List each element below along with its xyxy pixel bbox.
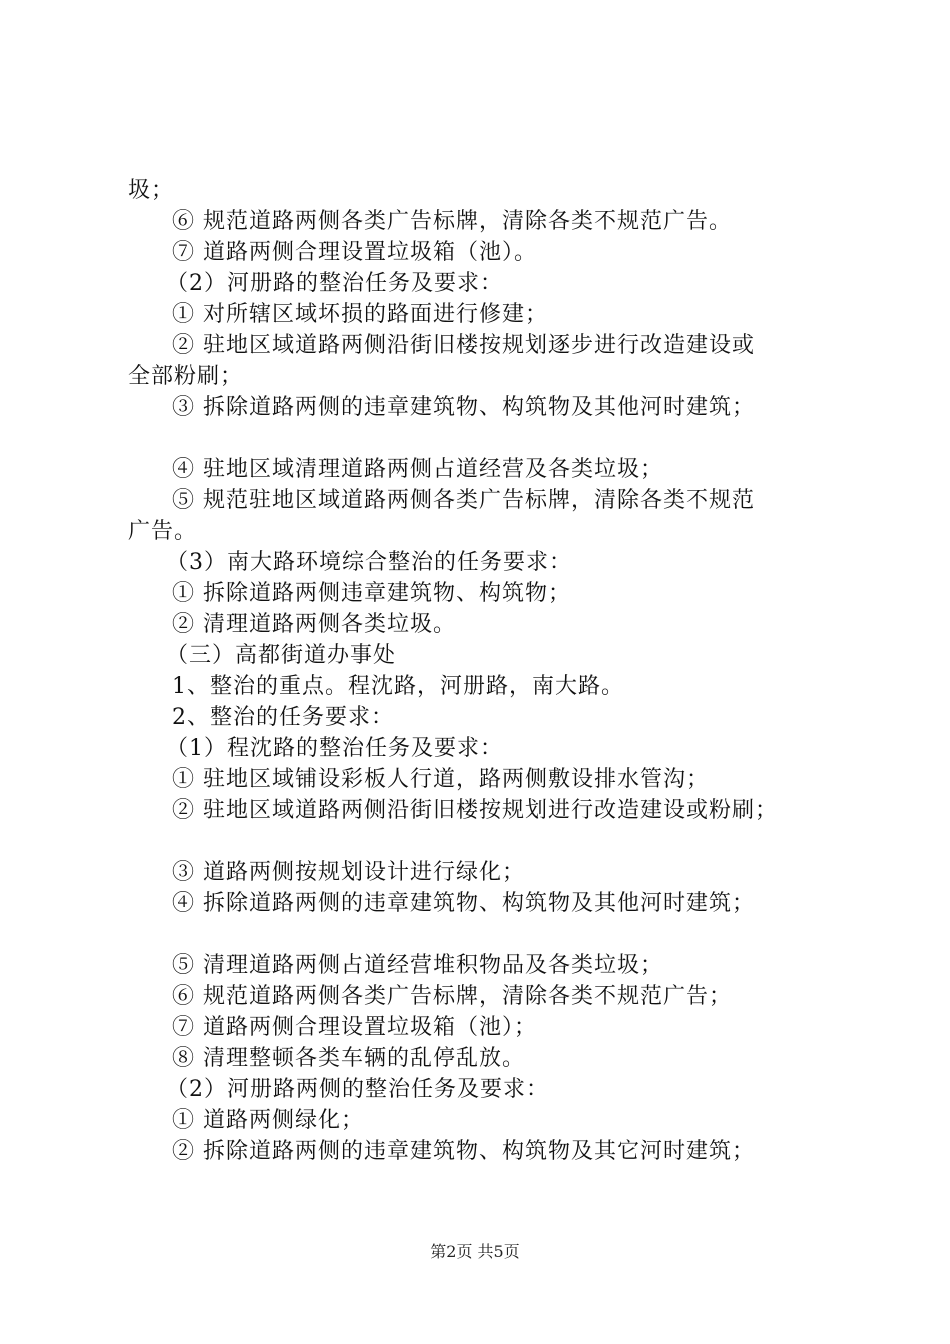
- document-body: [128, 175, 848, 1167]
- text-line: （2）河册路的整治任务及要求：: [166, 271, 503, 296]
- text-line: ① 道路两侧绿化；: [172, 1108, 364, 1133]
- text-line: ⑦ 道路两侧合理设置垃圾箱（池）。: [172, 240, 537, 265]
- text-line: ⑤ 清理道路两侧占道经营堆积物品及各类垃圾；: [172, 953, 663, 978]
- text-line: ② 驻地区域道路两侧沿街旧楼按规划进行改造建设或粉刷；: [172, 798, 778, 823]
- text-line: ① 驻地区域铺设彩板人行道，路两侧敷设排水管沟；: [172, 767, 709, 792]
- text-line: 1、整治的重点。程沈路，河册路，南大路。: [172, 674, 624, 699]
- text-line: ① 拆除道路两侧违章建筑物、构筑物；: [172, 581, 571, 606]
- text-line: ⑥ 规范道路两侧各类广告标牌，清除各类不规范广告；: [172, 984, 732, 1009]
- text-line: （2）河册路两侧的整治任务及要求：: [166, 1077, 549, 1102]
- paragraph-gap: [128, 826, 848, 857]
- text-line: 圾；: [128, 178, 175, 203]
- text-line: ③ 拆除道路两侧的违章建筑物、构筑物及其他河时建筑；: [172, 395, 755, 420]
- text-line: ② 拆除道路两侧的违章建筑物、构筑物及其它河时建筑；: [172, 1139, 755, 1164]
- text-line: （3）南大路环境综合整治的任务要求：: [166, 550, 572, 575]
- text-line: ① 对所辖区域坏损的路面进行修建；: [172, 302, 548, 327]
- text-line: 全部粉刷；: [128, 364, 244, 389]
- text-line: 2、整治的任务要求：: [172, 705, 394, 730]
- text-line: ② 驻地区域道路两侧沿街旧楼按规划逐步进行改造建设或: [172, 333, 755, 358]
- text-line: ④ 驻地区域清理道路两侧占道经营及各类垃圾；: [172, 457, 663, 482]
- paragraph-gap: [128, 423, 848, 454]
- text-line: ⑧ 清理整顿各类车辆的乱停乱放。: [172, 1046, 525, 1071]
- text-line: （1）程沈路的整治任务及要求：: [166, 736, 503, 761]
- text-line: 广告。: [128, 519, 198, 544]
- text-line: ④ 拆除道路两侧的违章建筑物、构筑物及其他河时建筑；: [172, 891, 755, 916]
- text-line: （三）高都街道办事处: [166, 643, 397, 668]
- text-line: ② 清理道路两侧各类垃圾。: [172, 612, 456, 637]
- text-line: ⑤ 规范驻地区域道路两侧各类广告标牌，清除各类不规范: [172, 488, 755, 513]
- page-footer: 第2页 共5页: [430, 1242, 520, 1261]
- paragraph-gap: [128, 919, 848, 950]
- text-line: ③ 道路两侧按规划设计进行绿化；: [172, 860, 525, 885]
- text-line: ⑥ 规范道路两侧各类广告标牌，清除各类不规范广告。: [172, 209, 732, 234]
- text-line: ⑦ 道路两侧合理设置垃圾箱（池）；: [172, 1015, 537, 1040]
